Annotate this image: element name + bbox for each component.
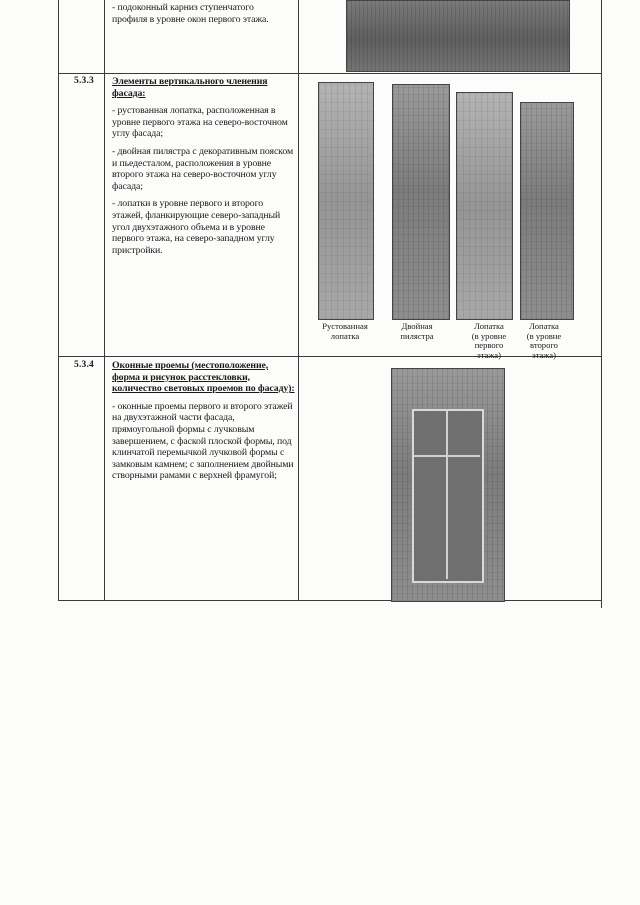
row-2-heading: Элементы вертикального членения фасада: [112,76,268,99]
row-2-number: 5.3.3 [74,76,94,86]
row-3-number: 5.3.4 [74,360,94,370]
caption-2-line-1: Двойная [401,321,433,331]
caption-4-line-3: второго [530,340,558,351]
window-mullion [446,411,448,579]
caption-3-line-2: (в уровне [471,330,507,341]
photo-cornice [346,0,570,72]
caption-3-line-3: первого [474,340,504,351]
photo-window [391,368,505,602]
photo-double-pilaster [392,84,450,320]
window-frame [412,409,484,583]
row-2-paragraph-3: - лопатки в уровне первого и второго этажей, фланкирующие северо-западный угол двухэтажного объема и в уровне первого этажа, на северо-западном углу пристройки. [112,198,281,256]
photo-blade-second-floor [520,102,574,320]
window-transom [414,455,480,457]
table-bottom-border [58,600,602,601]
caption-4-line-2: (в уровне [526,330,562,341]
caption-4-line-4: этажа) [532,349,556,360]
caption-blade-second-floor [514,322,574,360]
caption-3-line-4: этажа) [477,349,501,360]
row-2-paragraph-1: - рустованная лопатка, расположенная в уровне первого этажа на северо-восточном углу фасада; [112,105,288,140]
caption-1-line-1: Рустованная [322,321,368,331]
caption-1-line-2: лопатка [330,330,360,341]
row-2-paragraph-2: - двойная пилястра с декоративным пояском и пьедесталом, расположения в уровне второго этажа на северо-восточном углу фасада; [112,145,294,192]
table-right-border [601,0,602,608]
table-left-border [58,0,59,601]
row-1-line-1: - подоконный карниз ступенчатого [112,2,254,13]
caption-3-line-1: Лопатка [474,321,504,331]
photo-blade-first-floor [456,92,513,320]
caption-double-pilaster [382,322,452,341]
photo-rusticated-blade [318,82,374,320]
table-col-divider-2 [298,0,299,601]
row-2-text [112,76,296,262]
row-3-text [112,360,296,488]
table-col-divider-1 [104,0,105,601]
row-3-heading: Оконные проемы (местоположение, форма и рисунок расстекловки, количество световых проемов по фасаду): [112,360,295,395]
row-3-paragraph-1: - оконные проемы первого и второго этажей на двухэтажной части фасада, прямоугольной формы с лучковым завершением, с фаской плоской формы, под клинчатой перемычкой лучковой формы с замковым камнем; с заполнением двойными створными рамами с верхней фрамугой; [112,400,294,482]
row-1-text [112,2,296,25]
row-divider-1 [58,73,602,74]
caption-4-line-1: Лопатка [529,321,559,331]
caption-2-line-2: пилястра [400,330,434,341]
caption-rusticated-blade [310,322,380,341]
row-1-line-2: профиля в уровне окон первого этажа. [112,13,269,25]
caption-blade-first-floor [458,322,520,360]
